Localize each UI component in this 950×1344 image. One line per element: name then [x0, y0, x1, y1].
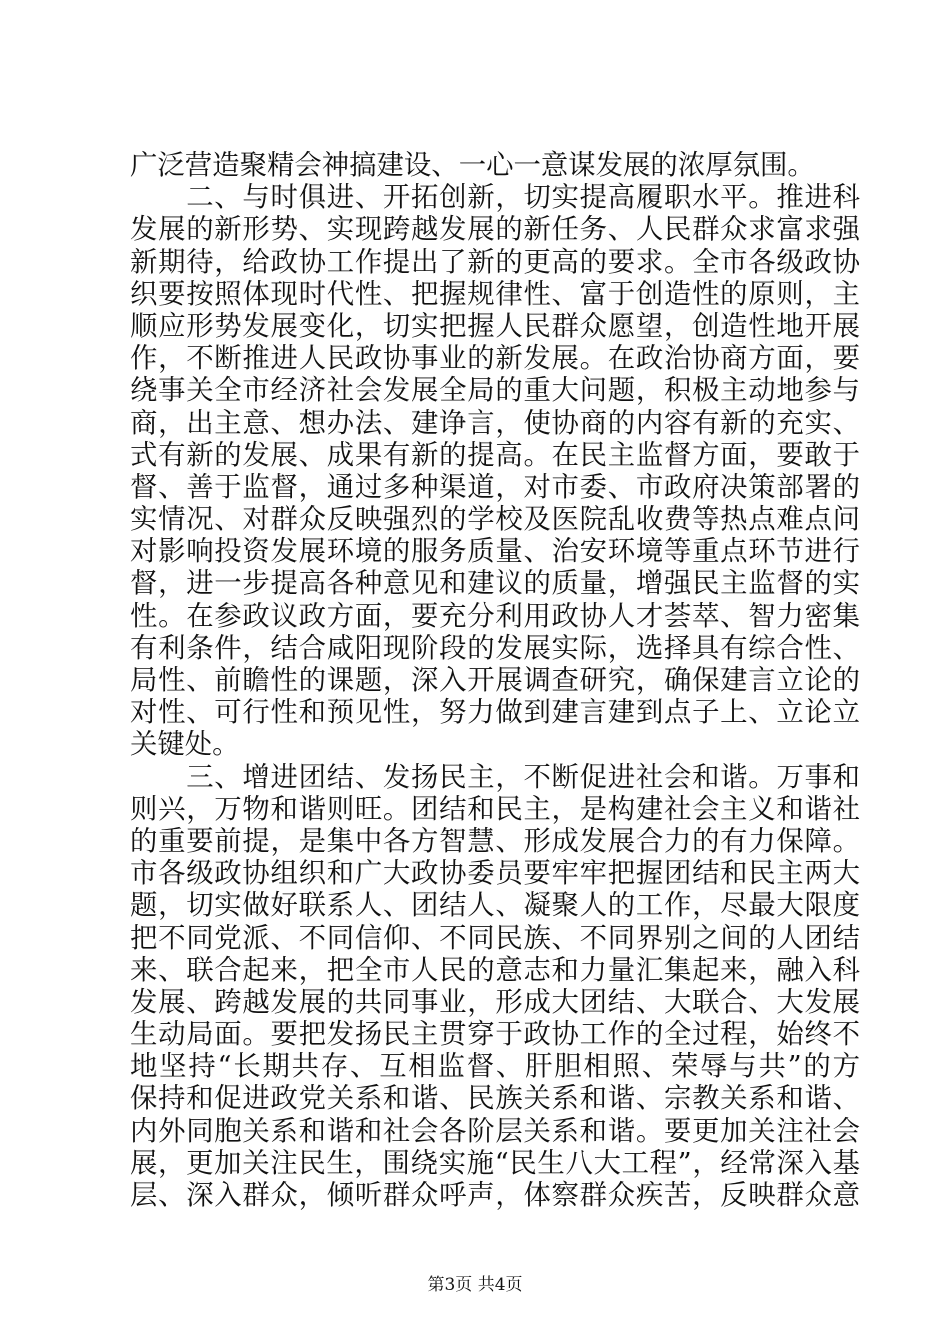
text-line: 广泛营造聚精会神搞建设、一心一意谋发展的浓厚氛围。 — [130, 150, 815, 181]
text-line: 对性、可行性和预见性，努力做到建言建到点子上、立论立 — [130, 697, 860, 729]
text-line: 有利条件，结合咸阳现阶段的发展实际，选择具有综合性、 — [130, 632, 860, 664]
text-line: 地坚持“长期共存、互相监督、肝胆相照、荣辱与共”的方 — [130, 1051, 860, 1083]
text-line: 对影响投资发展环境的服务质量、治安环境等重点环节进行 — [130, 536, 860, 568]
text-line: 则兴，万物和谐则旺。团结和民主，是构建社会主义和谐社 — [130, 793, 860, 825]
text-line: 局性、前瞻性的课题，深入开展调查研究，确保建言立论的 — [130, 665, 860, 696]
text-line: 二、与时俱进、开拓创新，切实提高履职水平。推进科 — [186, 182, 860, 214]
text-line: 题，切实做好联系人、团结人、凝聚人的工作，尽最大限度 — [130, 890, 860, 922]
text-line: 来、联合起来，把全市人民的意志和力量汇集起来，融入科 — [130, 954, 860, 986]
text-line: 式有新的发展、成果有新的提高。在民主监督方面，要敢于 — [130, 439, 860, 471]
text-line: 性。在参政议政方面，要充分利用政协人才荟萃、智力密集 — [130, 600, 860, 632]
text-line: 织要按照体现时代性、把握规律性、富于创造性的原则，主 — [130, 278, 860, 310]
text-line: 绕事关全市经济社会发展全局的重大问题，积极主动地参与 — [130, 375, 860, 407]
page-footer: 第3页 共4页 — [427, 1275, 523, 1295]
text-line: 新期待，给政协工作提出了新的更高的要求。全市各级政协 — [130, 246, 860, 278]
text-line: 市各级政协组织和广大政协委员要牢牢把握团结和民主两大 — [130, 858, 860, 890]
text-line: 发展、跨越发展的共同事业，形成大团结、大联合、大发展 — [130, 986, 860, 1018]
text-line: 层、深入群众，倾听群众呼声，体察群众疾苦，反映群众意 — [130, 1180, 860, 1211]
text-line: 展，更加关注民生，围绕实施“民生八大工程”，经常深入基 — [130, 1147, 860, 1179]
text-line: 实情况、对群众反映强烈的学校及医院乱收费等热点难点问 — [130, 504, 860, 536]
text-line: 的重要前提，是集中各方智慧、形成发展合力的有力保障。 — [130, 825, 860, 857]
text-line: 保持和促进政党关系和谐、民族关系和谐、宗教关系和谐、 — [130, 1083, 860, 1115]
body-text — [130, 150, 860, 1212]
text-line: 顺应形势发展变化，切实把握人民群众愿望，创造性地开展 — [130, 310, 860, 342]
text-line: 发展的新形势、实现跨越发展的新任务、人民群众求富求强 — [130, 214, 860, 246]
text-line: 督、善于监督，通过多种渠道，对市委、市政府决策部署的 — [130, 471, 860, 503]
text-line: 把不同党派、不同信仰、不同民族、不同界别之间的人团结 — [130, 922, 860, 954]
text-line: 三、增进团结、发扬民主，不断促进社会和谐。万事和 — [186, 761, 860, 793]
text-line: 关键处。 — [130, 729, 240, 761]
text-line: 督，进一步提高各种意见和建议的质量，增强民主监督的实 — [130, 568, 860, 600]
text-line: 作，不断推进人民政协事业的新发展。在政治协商方面，要 — [130, 343, 860, 375]
text-line: 商，出主意、想办法、建诤言，使协商的内容有新的充实、 — [130, 407, 860, 439]
text-line: 生动局面。要把发扬民主贯穿于政协工作的全过程，始终不 — [130, 1019, 860, 1051]
text-line: 内外同胞关系和谐和社会各阶层关系和谐。要更加关注社会 — [130, 1115, 860, 1147]
